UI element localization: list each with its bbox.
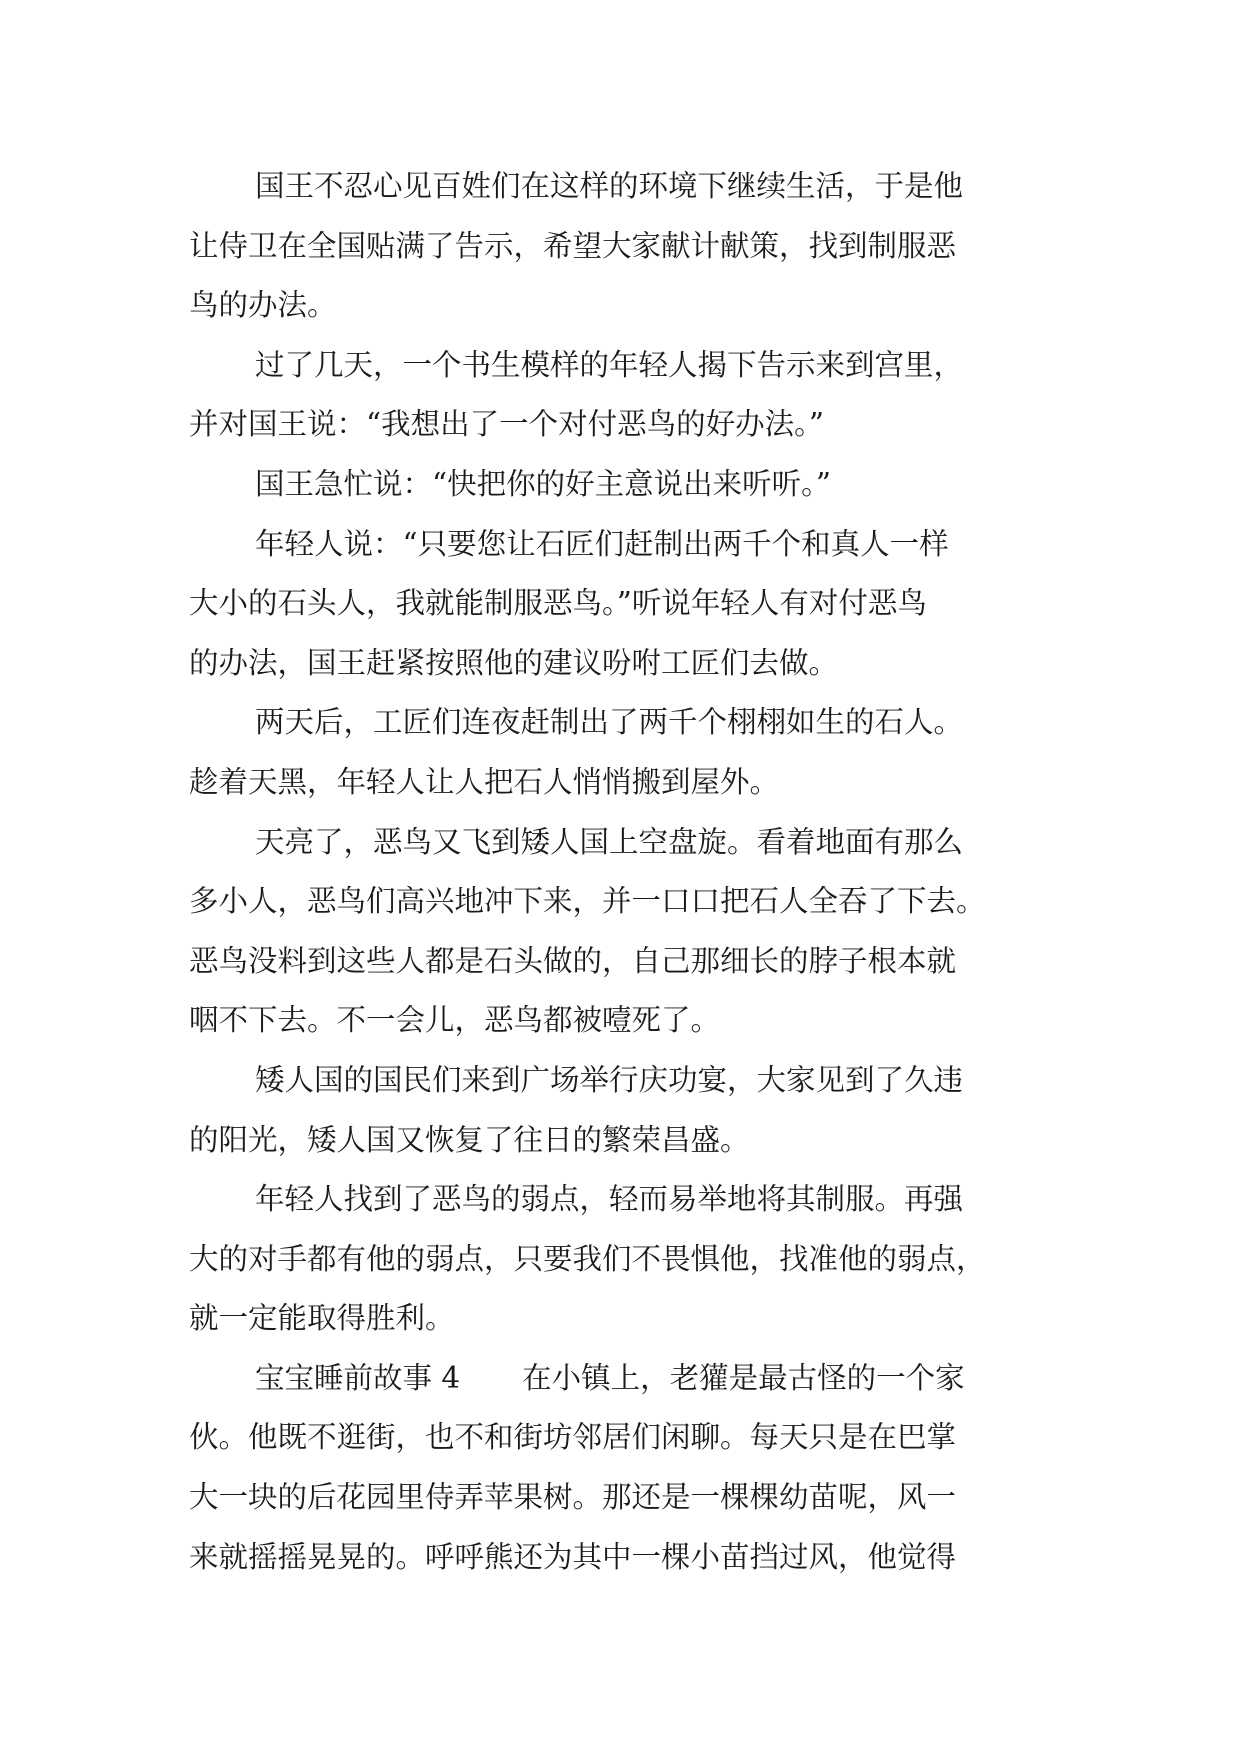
document-body (189, 157, 1059, 1587)
story-heading-line (189, 1349, 1059, 1409)
paragraph-line: 鸟的办法。 (189, 288, 337, 323)
paragraph-line: 的阳光，矮人国又恢复了往日的繁荣昌盛。 (189, 1122, 750, 1157)
paragraph-line: 就一定能取得胜利。 (189, 1301, 455, 1336)
paragraph-line: 并对国王说：“我想出了一个对付恶鸟的好办法。” (189, 407, 824, 442)
paragraph-line: 让侍卫在全国贴满了告示，希望大家献计献策，找到制服恶 (189, 228, 957, 263)
paragraph-line: 趁着天黑，年轻人让人把石人悄悄搬到屋外。 (189, 764, 780, 799)
paragraph-line: 年轻人说：“只要您让石匠们赶制出两千个和真人一样 (255, 526, 949, 561)
paragraph-line: 大的对手都有他的弱点，只要我们不畏惧他，找准他的弱点， (189, 1241, 986, 1276)
paragraph-line: 伙。他既不逛街，也不和街坊邻居们闲聊。每天只是在巴掌 (189, 1420, 957, 1455)
paragraph-line: 来就摇摇晃晃的。呼呼熊还为其中一棵小苗挡过风，他觉得 (189, 1539, 957, 1574)
paragraph-line: 的办法，国王赶紧按照他的建议吩咐工匠们去做。 (189, 645, 839, 680)
paragraph-line: 过了几天，一个书生模样的年轻人揭下告示来到宫里， (255, 347, 964, 382)
paragraph-line: 国王不忍心见百姓们在这样的环境下继续生活，于是他 (255, 169, 964, 203)
paragraph-line: 国王急忙说：“快把你的好主意说出来听听。” (255, 466, 831, 501)
paragraph-line: 矮人国的国民们来到广场举行庆功宴，大家见到了久违 (255, 1062, 964, 1097)
paragraph-line: 多小人，恶鸟们高兴地冲下来，并一口口把石人全吞了下去。 (189, 884, 986, 919)
paragraph-line: 两天后，工匠们连夜赶制出了两千个栩栩如生的石人。 (255, 705, 964, 740)
story-heading: 宝宝睡前故事 4 (255, 1360, 461, 1395)
paragraph-line: 天亮了，恶鸟又飞到矮人国上空盘旋。看着地面有那么 (255, 824, 964, 859)
paragraph-line: 大小的石头人，我就能制服恶鸟。”听说年轻人有对付恶鸟 (189, 586, 927, 621)
paragraph-line: 年轻人找到了恶鸟的弱点，轻而易举地将其制服。再强 (255, 1182, 964, 1217)
paragraph-line: 恶鸟没料到这些人都是石头做的，自己那细长的脖子根本就 (189, 943, 957, 978)
paragraph-line: 咽不下去。不一会儿，恶鸟都被噎死了。 (189, 1003, 721, 1038)
paragraph-line: 大一块的后花园里侍弄苹果树。那还是一棵棵幼苗呢，风一 (189, 1480, 957, 1515)
story-first-line: 在小镇上，老獾是最古怪的一个家 (522, 1360, 965, 1395)
